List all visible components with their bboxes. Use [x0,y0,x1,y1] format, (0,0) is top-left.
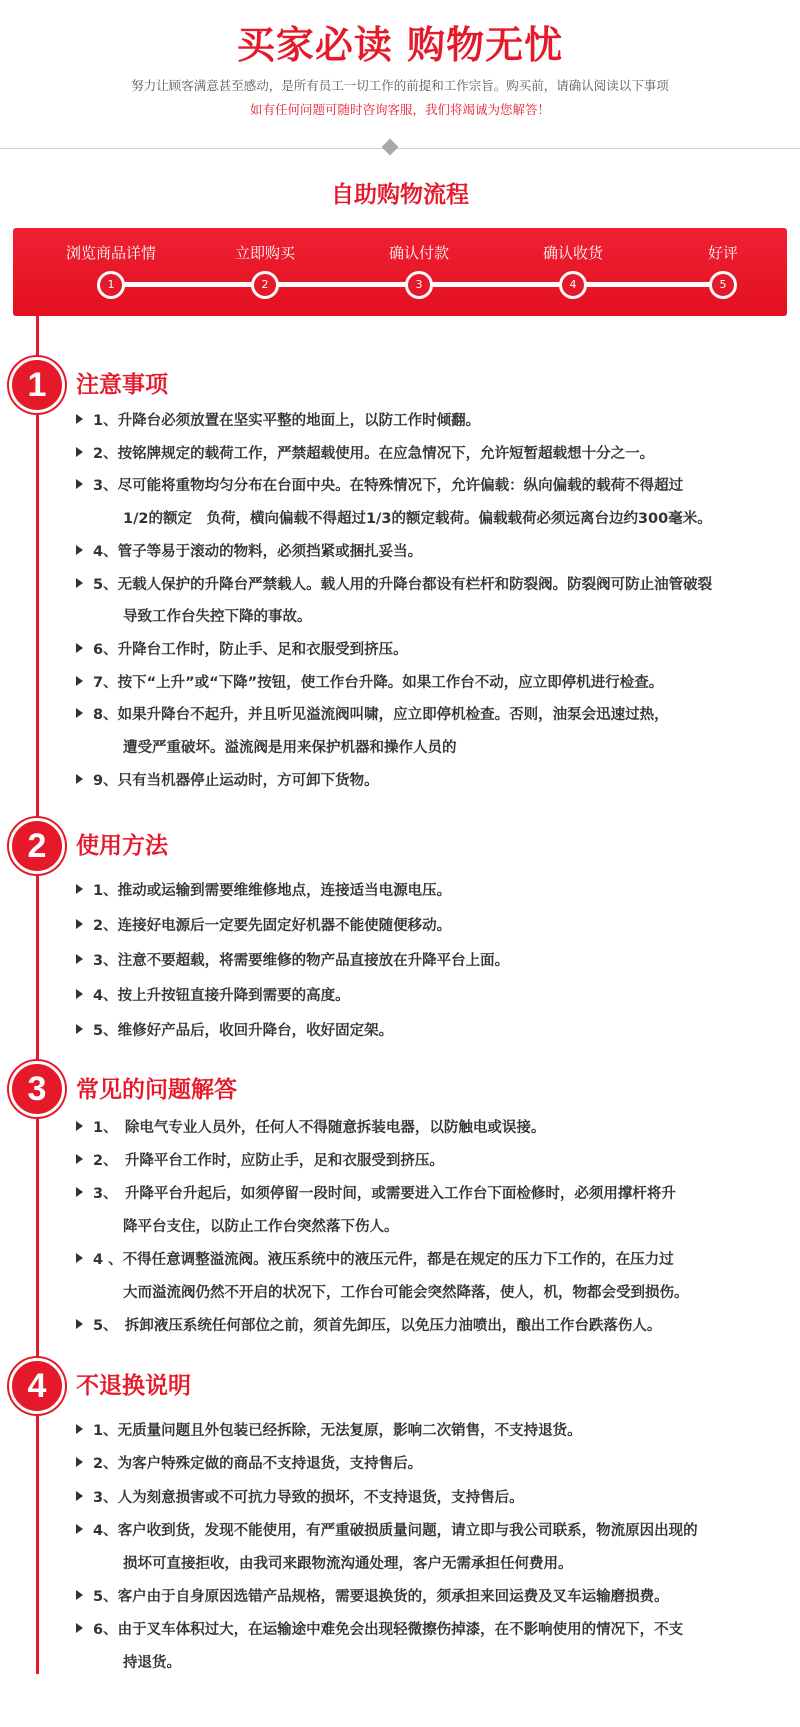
item-text: 6、由于叉车体积过大，在运输途中难免会出现轻微擦伤掉漆，在不影响使用的情况下，不支 [93,1622,684,1638]
list-item [76,638,408,659]
item-text: 2、 升降平台工作时，应防止手，足和衣服受到挤压。 [93,1153,444,1169]
flow-step-number: 5 [709,271,737,299]
section-number: 1 [27,366,47,404]
list-item [76,1486,524,1507]
flow-step-1 [41,228,181,316]
item-text: 9、只有当机器停止运动时，方可卸下货物。 [93,773,379,789]
list-item [76,1452,422,1473]
list-item [76,1519,698,1540]
list-item-cont: 1/2的额定 负荷，横向偏载不得超过1/3的额定载荷。偏载载荷必须远离台边约300毫米。 [123,511,712,527]
flow-step-label: 确认收货 [542,244,603,262]
bullet-arrow-icon [76,884,83,894]
section-badge-2 [9,818,65,874]
item-text: 5、客户由于自身原因选错产品规格，需要退换货的，须承担来回运费及叉车运输磨损费。 [93,1589,669,1605]
section-title-1: 注意事项 [76,372,168,398]
flow-step-number: 3 [405,271,433,299]
list-item [76,1116,545,1137]
item-text: 3、注意不要超载，将需要维修的物产品直接放在升降平台上面。 [93,953,510,969]
bullet-arrow-icon [76,414,83,424]
list-item [76,1182,676,1203]
bullet-arrow-icon [76,1524,83,1534]
bullet-arrow-icon [76,578,83,588]
header-divider [0,148,800,149]
list-item [76,914,451,935]
flow-step-2 [195,228,335,316]
item-text: 8、如果升降台不起升，并且听见溢流阀叫啸，应立即停机检查。否则，油泵会迅速过热， [93,707,669,723]
item-text: 3、 升降平台升起后，如须停留一段时间，或需要进入工作台下面检修时，必须用撑杆将升 [93,1186,676,1202]
list-item [76,1149,444,1170]
item-text: 1、无质量问题且外包装已经拆除，无法复原，影响二次销售，不支持退货。 [93,1423,582,1439]
bullet-arrow-icon [76,919,83,929]
item-text: 4、按上升按钮直接升降到需要的高度。 [93,988,350,1004]
page-subtitle: 努力让顾客满意甚至感动，是所有员工一切工作的前提和工作宗旨。购买前，请确认阅读以下事项 [131,78,669,93]
flow-step-4 [503,228,643,316]
item-text: 2、按铭牌规定的载荷工作，严禁超载使用。在应急情况下，允许短暂超载想十分之一。 [93,446,655,462]
list-item [76,573,712,594]
section-badge-1 [9,357,65,413]
list-item [76,671,663,692]
list-item-cont: 大而溢流阀仍然不开启的状况下，工作台可能会突然降落，使人，机，物都会受到损伤。 [123,1285,689,1301]
item-text: 5、 拆卸液压系统任何部位之前，须首先卸压，以免压力油喷出，酿出工作台跌落伤人。 [93,1318,662,1334]
flow-step-number: 4 [559,271,587,299]
bullet-arrow-icon [76,1590,83,1600]
bullet-arrow-icon [76,1154,83,1164]
bullet-arrow-icon [76,1319,83,1329]
bullet-arrow-icon [76,545,83,555]
flow-step-number: 2 [251,271,279,299]
bullet-arrow-icon [76,708,83,718]
section-title-4: 不退换说明 [76,1373,191,1399]
section-title-3: 常见的问题解答 [76,1077,237,1103]
bullet-arrow-icon [76,676,83,686]
flow-step-label: 立即购买 [234,244,295,262]
bullet-arrow-icon [76,1457,83,1467]
list-item [76,984,350,1005]
item-text: 3、人为刻意损害或不可抗力导致的损坏，不支持退货，支持售后。 [93,1490,524,1506]
list-item [76,1314,661,1335]
flow-step-label: 浏览商品详情 [65,244,156,262]
list-item [76,1419,582,1440]
service-note: 如有任何问题可随时咨询客服，我们将竭诚为您解答！ [249,102,550,117]
list-item-cont: 损坏可直接拒收，由我司来跟物流沟通处理，客户无需承担任何费用。 [123,1556,573,1572]
section-number: 2 [27,827,47,865]
list-item [76,1618,683,1639]
item-text: 4 、不得任意调整溢流阀。液压系统中的液压元件，都是在规定的压力下工作的，在压力过 [93,1252,674,1268]
list-item [76,442,654,463]
bullet-arrow-icon [76,1253,83,1263]
list-item [76,474,683,495]
section-title-2: 使用方法 [76,833,168,859]
list-item [76,769,379,790]
flow-step-label: 确认付款 [388,244,449,262]
list-item [76,879,451,900]
list-item [76,540,422,561]
list-item [76,1019,393,1040]
bullet-arrow-icon [76,643,83,653]
section-number: 4 [27,1367,47,1405]
section-badge-3 [9,1061,65,1117]
item-text: 1、推动或运输到需要维维修地点，连接适当电源电压。 [93,883,452,899]
item-text: 7、按下“上升”或“下降”按钮，使工作台升降。如果工作台不动，应立即停机进行检查。 [93,675,664,691]
bullet-arrow-icon [76,1491,83,1501]
bullet-arrow-icon [76,479,83,489]
item-text: 2、为客户特殊定做的商品不支持退货，支持售后。 [93,1456,423,1472]
list-item [76,1248,674,1269]
timeline-line [36,316,39,1674]
bullet-arrow-icon [76,774,83,784]
page-title: 买家必读 购物无忧 [236,23,564,67]
item-text: 3、尽可能将重物均匀分布在台面中央。在特殊情况下，允许偏载：纵向偏载的载荷不得超过 [93,478,684,494]
item-text: 6、升降台工作时，防止手、足和衣服受到挤压。 [93,642,408,658]
section-badge-4 [9,1358,65,1414]
list-item [76,703,669,724]
list-item [76,949,509,970]
list-item-cont: 降平台支住，以防止工作台突然落下伤人。 [123,1219,399,1235]
flow-title: 自助购物流程 [331,182,469,208]
item-text: 1、升降台必须放置在坚实平整的地面上，以防工作时倾翻。 [93,413,481,429]
list-item [76,1585,669,1606]
divider-diamond-icon [382,139,399,156]
item-text: 5、维修好产品后，收回升降台，收好固定架。 [93,1023,394,1039]
bullet-arrow-icon [76,954,83,964]
flow-step-5 [653,228,793,316]
section-number: 3 [27,1070,47,1108]
list-item [76,409,480,430]
item-text: 4、客户收到货，发现不能使用，有严重破损质量问题，请立即与我公司联系，物流原因出现的 [93,1523,698,1539]
bullet-arrow-icon [76,1121,83,1131]
list-item-cont: 持退货。 [123,1655,181,1671]
flow-step-label: 好评 [707,244,738,262]
bullet-arrow-icon [76,1024,83,1034]
item-text: 4、管子等易于滚动的物料，必须挡紧或捆扎妥当。 [93,544,423,560]
bullet-arrow-icon [76,1424,83,1434]
bullet-arrow-icon [76,989,83,999]
item-text: 2、连接好电源后一定要先固定好机器不能使随便移动。 [93,918,452,934]
list-item-cont: 导致工作台失控下降的事故。 [123,609,312,625]
bullet-arrow-icon [76,447,83,457]
flow-step-number: 1 [97,271,125,299]
bullet-arrow-icon [76,1187,83,1197]
item-text: 1、 除电气专业人员外，任何人不得随意拆装电器，以防触电或误接。 [93,1120,546,1136]
item-text: 5、无载人保护的升降台严禁载人。载人用的升降台都设有栏杆和防裂阀。防裂阀可防止油管破裂 [93,577,713,593]
list-item-cont: 遭受严重破坏。溢流阀是用来保护机器和操作人员的 [123,740,457,756]
bullet-arrow-icon [76,1623,83,1633]
flow-step-3 [349,228,489,316]
flow-bar [13,228,787,316]
